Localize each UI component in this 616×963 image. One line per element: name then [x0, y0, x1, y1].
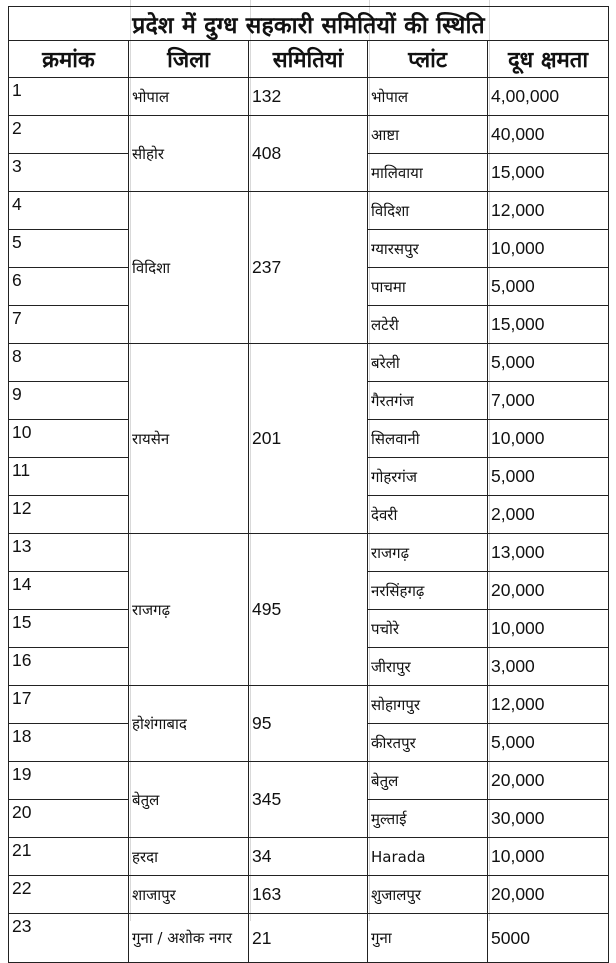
district-cell: बेतुल [129, 762, 249, 838]
plant-cell: Harada [368, 838, 488, 876]
milk-capacity-cell: 2,000 [488, 496, 609, 534]
societies-cell: 163 [249, 876, 368, 914]
district-cell: सीहोर [129, 116, 249, 192]
plant-cell: मुल्ताई [368, 800, 488, 838]
milk-capacity-cell: 13,000 [488, 534, 609, 572]
table-row [9, 876, 609, 914]
societies-cell: 345 [249, 762, 368, 838]
milk-capacity-cell: 15,000 [488, 154, 609, 192]
table-row [9, 192, 609, 230]
serial-number-cell: 1 [9, 78, 129, 116]
serial-number-cell: 17 [9, 686, 129, 724]
table-body [9, 78, 609, 963]
milk-capacity-cell: 5000 [488, 914, 609, 963]
table-row [9, 78, 609, 116]
milk-capacity-cell: 30,000 [488, 800, 609, 838]
milk-capacity-cell: 15,000 [488, 306, 609, 344]
serial-number-cell: 20 [9, 800, 129, 838]
column-header-plant: प्लांट [368, 41, 488, 78]
milk-capacity-cell: 5,000 [488, 268, 609, 306]
column-header-milk-capacity: दूध क्षमता [488, 41, 609, 78]
plant-cell: गोहरगंज [368, 458, 488, 496]
serial-number-cell: 14 [9, 572, 129, 610]
serial-number-cell: 21 [9, 838, 129, 876]
milk-capacity-cell: 20,000 [488, 876, 609, 914]
plant-cell: सोहागपुर [368, 686, 488, 724]
milk-capacity-cell: 10,000 [488, 230, 609, 268]
societies-cell: 237 [249, 192, 368, 344]
table-row [9, 838, 609, 876]
district-cell: गुना / अशोक नगर [129, 914, 249, 963]
milk-capacity-cell: 10,000 [488, 420, 609, 458]
plant-cell: भोपाल [368, 78, 488, 116]
plant-cell: नरसिंहगढ़ [368, 572, 488, 610]
dairy-cooperative-table [8, 6, 609, 963]
milk-capacity-cell: 4,00,000 [488, 78, 609, 116]
table-row [9, 344, 609, 382]
serial-number-cell: 10 [9, 420, 129, 458]
plant-cell: गुना [368, 914, 488, 963]
column-header-serial: क्रमांक [9, 41, 129, 78]
district-cell: राजगढ़ [129, 534, 249, 686]
milk-capacity-cell: 12,000 [488, 192, 609, 230]
societies-cell: 201 [249, 344, 368, 534]
plant-cell: ग्यारसपुर [368, 230, 488, 268]
plant-cell: पचोरे [368, 610, 488, 648]
milk-capacity-cell: 12,000 [488, 686, 609, 724]
district-cell: विदिशा [129, 192, 249, 344]
milk-capacity-cell: 7,000 [488, 382, 609, 420]
plant-cell: शुजालपुर [368, 876, 488, 914]
milk-capacity-cell: 20,000 [488, 572, 609, 610]
table-title: प्रदेश में दुग्ध सहकारी समितियों की स्थिति [9, 7, 609, 41]
milk-capacity-cell: 10,000 [488, 610, 609, 648]
serial-number-cell: 16 [9, 648, 129, 686]
plant-cell: बरेली [368, 344, 488, 382]
plant-cell: लटेरी [368, 306, 488, 344]
plant-cell: पाचमा [368, 268, 488, 306]
societies-cell: 21 [249, 914, 368, 963]
plant-cell: बेतुल [368, 762, 488, 800]
serial-number-cell: 19 [9, 762, 129, 800]
plant-cell: विदिशा [368, 192, 488, 230]
societies-cell: 34 [249, 838, 368, 876]
serial-number-cell: 7 [9, 306, 129, 344]
societies-cell: 495 [249, 534, 368, 686]
plant-cell: राजगढ़ [368, 534, 488, 572]
plant-cell: गैरतगंज [368, 382, 488, 420]
serial-number-cell: 9 [9, 382, 129, 420]
plant-cell: देवरी [368, 496, 488, 534]
plant-cell: आष्टा [368, 116, 488, 154]
header-row [9, 41, 609, 78]
serial-number-cell: 5 [9, 230, 129, 268]
serial-number-cell: 11 [9, 458, 129, 496]
serial-number-cell: 2 [9, 116, 129, 154]
milk-capacity-cell: 5,000 [488, 458, 609, 496]
plant-cell: मालिवाया [368, 154, 488, 192]
district-cell: शाजापुर [129, 876, 249, 914]
plant-cell: कीरतपुर [368, 724, 488, 762]
milk-capacity-cell: 5,000 [488, 724, 609, 762]
table-row [9, 762, 609, 800]
societies-cell: 132 [249, 78, 368, 116]
serial-number-cell: 3 [9, 154, 129, 192]
district-cell: हरदा [129, 838, 249, 876]
table-row [9, 686, 609, 724]
milk-capacity-cell: 20,000 [488, 762, 609, 800]
table-row [9, 534, 609, 572]
serial-number-cell: 12 [9, 496, 129, 534]
serial-number-cell: 18 [9, 724, 129, 762]
serial-number-cell: 13 [9, 534, 129, 572]
column-header-district: जिला [129, 41, 249, 78]
societies-cell: 95 [249, 686, 368, 762]
milk-capacity-cell: 10,000 [488, 838, 609, 876]
milk-capacity-cell: 5,000 [488, 344, 609, 382]
serial-number-cell: 4 [9, 192, 129, 230]
milk-capacity-cell: 3,000 [488, 648, 609, 686]
societies-cell: 408 [249, 116, 368, 192]
plant-cell: सिलवानी [368, 420, 488, 458]
column-header-societies: समितियां [249, 41, 368, 78]
district-cell: भोपाल [129, 78, 249, 116]
serial-number-cell: 22 [9, 876, 129, 914]
milk-capacity-cell: 40,000 [488, 116, 609, 154]
serial-number-cell: 6 [9, 268, 129, 306]
serial-number-cell: 15 [9, 610, 129, 648]
serial-number-cell: 8 [9, 344, 129, 382]
district-cell: रायसेन [129, 344, 249, 534]
district-cell: होशंगाबाद [129, 686, 249, 762]
table-row [9, 116, 609, 154]
serial-number-cell: 23 [9, 914, 129, 963]
plant-cell: जीरापुर [368, 648, 488, 686]
